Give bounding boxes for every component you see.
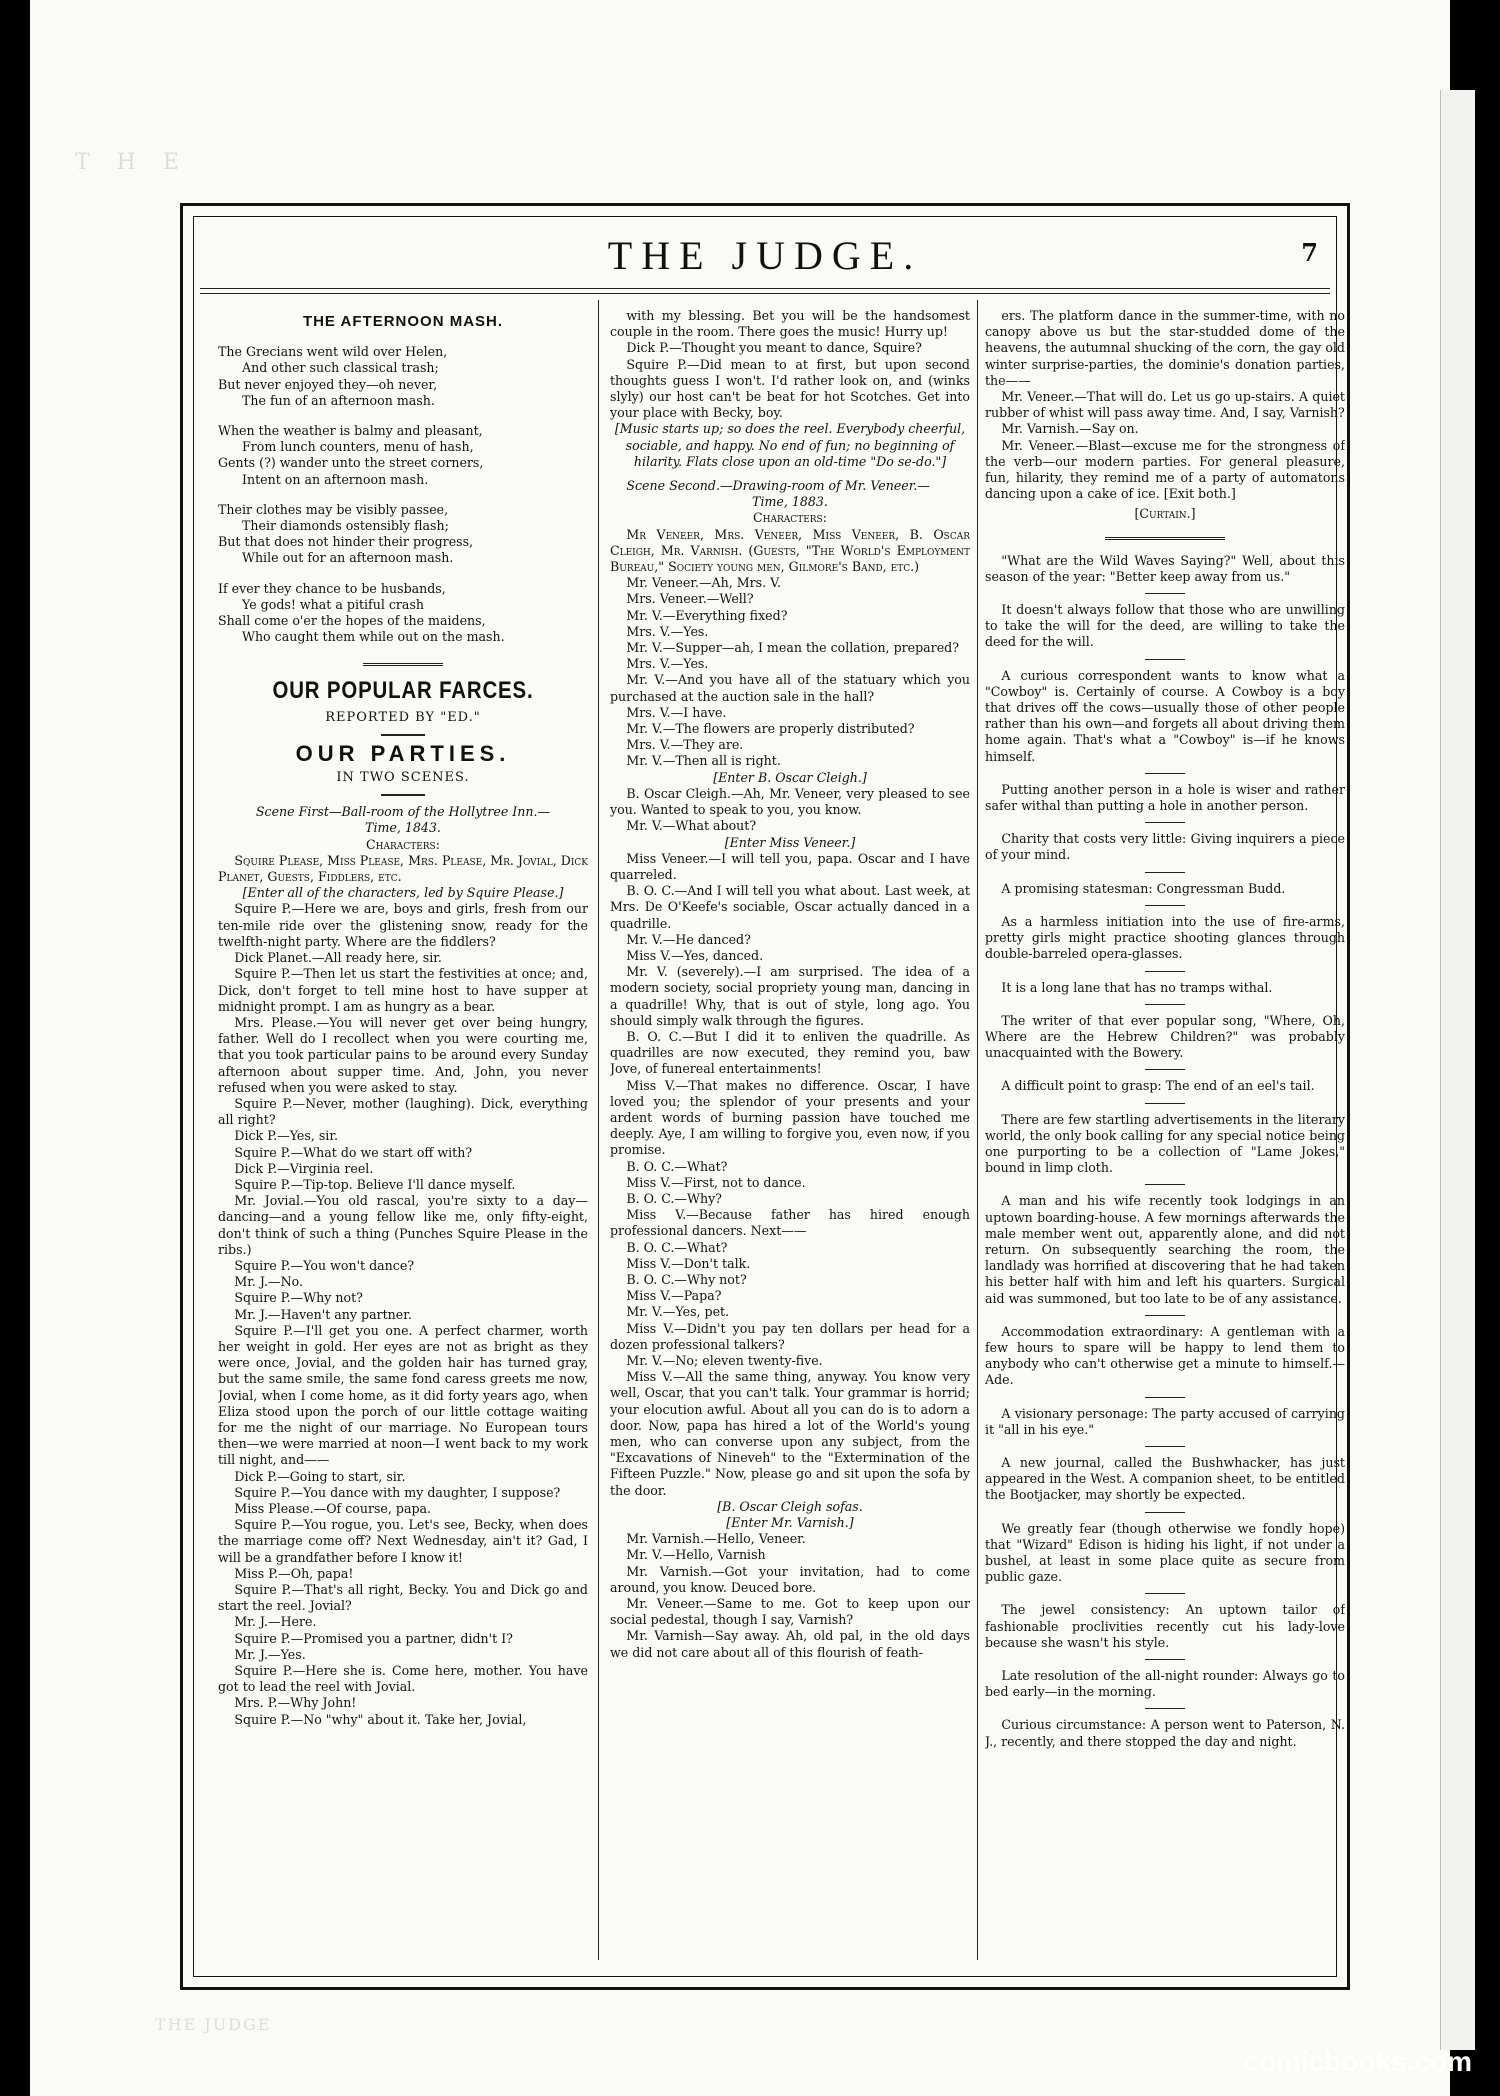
dialogue-line: Squire P.—Why not? xyxy=(234,1290,363,1306)
poem-line: The fun of an afternoon mash. xyxy=(242,392,435,408)
poem-stanza xyxy=(218,502,588,567)
squib-paragraph: The jewel consistency: An uptown tailor of fashionable proclivities recently cut his lady-love because she wasn't his style. xyxy=(985,1602,1345,1650)
dialogue-line: Mr. V.—Then all is right. xyxy=(626,753,781,769)
poem-line: And other such classical trash; xyxy=(242,360,439,376)
farce-byline: REPORTED BY "ED." xyxy=(325,709,481,725)
squib-paragraph: A visionary personage: The party accused of carrying it "all in his eye." xyxy=(985,1405,1345,1437)
dialogue-line: Dick Planet.—All ready here, sir. xyxy=(234,950,442,966)
dialogue-line: Squire P.—What do we start off with? xyxy=(234,1144,473,1160)
paragraph-divider xyxy=(1145,1446,1185,1447)
poem-line: Ye gods! what a pitiful crash xyxy=(242,596,425,612)
column-divider-2 xyxy=(977,300,978,1960)
paragraph-divider xyxy=(1145,872,1185,873)
farce-title: OUR PARTIES. xyxy=(295,740,511,766)
squib-paragraph: The writer of that ever popular song, "Where, Oh, Where are the Hebrew Children?" was probably unacquainted with the Bowery. xyxy=(985,1012,1345,1061)
dialogue-line: Dick P.—Thought you meant to dance, Squire? xyxy=(626,340,922,356)
dialogue-line: Squire P.—Here she is. Come here, mother. You have got to lead the reel with Jovial. xyxy=(218,1663,588,1695)
dialogue-line: Squire P.—No "why" about it. Take her, Jovial, xyxy=(234,1711,527,1727)
squib-paragraph: Late resolution of the all-night rounder: Always go to bed early—in the morning. xyxy=(985,1668,1345,1700)
dialogue-line: Mr. J.—No. xyxy=(234,1274,303,1290)
dialogue-line: Miss V.—That makes no difference. Oscar, I have loved you; the splendor of your presents and your ardent words of burning passion have touched me deeply. Aye, I am willing to forgive you, even now, if you promise. xyxy=(610,1077,970,1158)
paragraph-divider xyxy=(1145,773,1185,774)
poem-line: While out for an afternoon mash. xyxy=(242,550,454,566)
dialogue-block xyxy=(610,308,970,470)
squib-paragraph: A difficult point to grasp: The end of an eel's tail. xyxy=(1001,1078,1315,1094)
squib-paragraph: A new journal, called the Bushwhacker, has just appeared in the West. A companion sheet, to be entitled the Bootjacker, may shortly be expected. xyxy=(985,1454,1345,1503)
dialogue-line: Mr. V.—Supper—ah, I mean the collation, prepared? xyxy=(626,640,959,656)
dialogue-line: Dick P.—Virginia reel. xyxy=(234,1160,374,1176)
dialogue-line: Mr. Veneer.—Blast—excuse me for the strongness of the verb—our modern parties. For general pleasure, fun, hilarity, they remind me of a party of automatons dancing upon a cake of ice. [Exit both.] xyxy=(985,437,1345,502)
paragraph-divider xyxy=(1145,1512,1185,1513)
dialogue-line: Squire P.—Promised you a partner, didn't I? xyxy=(234,1630,513,1646)
short-rule xyxy=(381,794,425,796)
dialogue-line: Mr. Veneer.—Ah, Mrs. V. xyxy=(626,575,782,591)
squib-paragraph: A curious correspondent wants to know what a "Cowboy" is. Certainly of course. A Cowboy is a boy that drives off the cows—usually those of other people rather than his own—and forgets all about driving them home again. That's what a "Cowboy" is—if he knows himself. xyxy=(985,667,1345,764)
masthead-rule xyxy=(200,288,1330,294)
poem-line: Who caught them while out on the mash. xyxy=(242,629,505,645)
dialogue-line: Mr. V.—He danced? xyxy=(626,931,751,947)
paragraph-divider xyxy=(1145,1708,1185,1709)
section-divider xyxy=(1105,537,1225,543)
dialogue-line: Mr. V.—What about? xyxy=(626,818,757,834)
section-divider xyxy=(363,663,443,669)
dialogue-line: Mr. Varnish.—Hello, Veneer. xyxy=(626,1531,806,1547)
dialogue-line: Mr. V.—Hello, Varnish xyxy=(626,1547,766,1563)
poem-line: When the weather is balmy and pleasant, xyxy=(218,423,483,439)
farce-heading: OUR POPULAR FARCES. xyxy=(272,677,534,705)
masthead xyxy=(200,228,1330,288)
stage-direction: [Music starts up; so does the reel. Everybody cheerful, sociable, and happy. No end of fun; no beginning of hilarity. Flats close upon an old-time "Do se-do."] xyxy=(614,421,966,469)
dialogue-line: Squire P.—You dance with my daughter, I suppose? xyxy=(234,1484,561,1500)
poem-line: But never enjoyed they—oh never, xyxy=(218,376,438,392)
masthead-title: THE JUDGE. xyxy=(607,233,923,278)
characters-list: Squire Please, Miss Please, Mrs. Please, Mr. Jovial, Dick Planet, Guests, Fiddlers, etc. xyxy=(218,852,588,885)
squib-paragraph: "What are the Wild Waves Saying?" Well, about this season of the year: "Better keep away from us." xyxy=(985,552,1345,584)
stage-direction: [B. Oscar Cleigh sofas. xyxy=(717,1498,863,1514)
dialogue-block xyxy=(610,575,970,1661)
characters-label: Characters: xyxy=(753,510,827,526)
dialogue-line: Mr. V. (severely).—I am surprised. The idea of a modern society, social propriety young man, dancing in a quadrille! Why, that is out of style, long ago. You should simply walk through the figures. xyxy=(610,964,970,1028)
dialogue-line: Mr. V.—The flowers are properly distributed? xyxy=(626,721,915,737)
poem-title: THE AFTERNOON MASH. xyxy=(302,313,504,330)
squib-paragraph: It is a long lane that has no tramps withal. xyxy=(1001,979,1273,995)
bleed-through-text-top: T H E xyxy=(75,150,189,175)
scene-one-time: Time, 1843. xyxy=(365,820,441,836)
adjacent-page-edge xyxy=(1440,90,1475,2050)
scene-two-heading: Scene Second.—Drawing-room of Mr. Veneer.— xyxy=(626,478,930,494)
dialogue-line: Squire P.—Never, mother (laughing). Dick, everything all right? xyxy=(218,1095,588,1128)
dialogue-line: B. O. C.—Why? xyxy=(626,1190,722,1206)
dialogue-line: Mrs. Veneer.—Well? xyxy=(626,591,754,607)
dialogue-line: Mr. Veneer.—That will do. Let us go up-stairs. A quiet rubber of whist will pass away time. And, I say, Varnish? xyxy=(985,389,1345,421)
poem-line: Gents (?) wander unto the street corners, xyxy=(218,455,484,471)
squib-paragraph: We greatly fear (though otherwise we fondly hope) that "Wizard" Edison is hiding his light, if not under a bushel, at least in some place quite as secure from public gaze. xyxy=(985,1520,1345,1585)
stage-direction: [Enter all of the characters, led by Squire Please.] xyxy=(242,885,564,901)
dialogue-line: Squire P.—That's all right, Becky. You and Dick go and start the reel. Jovial? xyxy=(218,1582,588,1614)
dialogue-line: Mr. J.—Here. xyxy=(234,1614,317,1630)
dialogue-line: Miss V.—All the same thing, anyway. You know very well, Oscar, that you can't talk. Your grammar is horrid; your elocution awful. About all you can do is to adorn a door. Now, papa has hired a lot of the World's young men, who can converse upon any subject, from the "Excavations of Nineveh" to the "Extermination of the Fifteen Puzzle." Now, please go and sit upon the sofa by the door. xyxy=(610,1369,970,1498)
paragraph-divider xyxy=(1145,1069,1185,1070)
dialogue-line: Mr. J.—Haven't any partner. xyxy=(234,1306,412,1322)
paragraph-divider xyxy=(1145,905,1185,906)
stage-direction: [Enter Mr. Varnish.] xyxy=(726,1515,854,1531)
dialogue-line: Mr. Jovial.—You old rascal, you're sixty to a day—dancing—and a young fellow like me, only fifty-eight, don't think of such a thing (Punches Squire Please in the ribs.) xyxy=(218,1193,588,1257)
dialogue-line: Squire P.—You won't dance? xyxy=(234,1257,415,1273)
poem-line: The Grecians went wild over Helen, xyxy=(218,344,448,360)
dialogue-line: Squire P.—Then let us start the festivities at once; and, Dick, don't forget to tell mine host to have supper at midnight prompt. I am as hungry as a bear. xyxy=(218,966,588,1014)
dialogue-line: Miss V.—Yes, danced. xyxy=(626,947,764,963)
squib-paragraph: Putting another person in a hole is wiser and rather safer withal than putting a hole in another person. xyxy=(985,781,1345,814)
paragraph-divider xyxy=(1145,1315,1185,1316)
dialogue-block xyxy=(985,308,1345,502)
dialogue-line: B. O. C.—What? xyxy=(626,1239,728,1255)
poem-line: Their diamonds ostensibly flash; xyxy=(242,518,449,534)
dialogue-line: with my blessing. Bet you will be the handsomest couple in the room. There goes the music! Hurry up! xyxy=(610,308,970,340)
squib-paragraph: Curious circumstance: A person went to Paterson, N. J., recently, and there stopped the day and night. xyxy=(985,1717,1345,1749)
dialogue-line: Mr. Varnish—Say away. Ah, old pal, in the old days we did not care about all of this flourish of feath- xyxy=(610,1628,970,1660)
dialogue-line: Mrs. V.—I have. xyxy=(626,704,727,720)
dialogue-line: Squire P.—Tip-top. Believe I'll dance myself. xyxy=(234,1176,516,1192)
dialogue-line: Squire P.—Did mean to at first, but upon second thoughts guess I won't. I'd rather look on, and (winks slyly) our host can't be beat for hot Scotches. Get into your place with Becky, boy. xyxy=(610,356,970,421)
dialogue-line: ers. The platform dance in the summer-time, with no canopy above us but the star-studded dome of the heavens, the autumnal shucking of the corn, the gay old winter surprise-parties, the dominie's donation parties, the—— xyxy=(985,308,1345,388)
stage-direction: [Enter Miss Veneer.] xyxy=(724,834,856,850)
squib-paragraph: As a harmless initiation into the use of fire-arms, pretty girls might practice shooting glances through double-barreled opera-glasses. xyxy=(985,913,1345,962)
dialogue-line: Mrs. V.—They are. xyxy=(626,737,744,753)
paragraph-divider xyxy=(1145,1397,1185,1398)
dialogue-line: Mr. V.—And you have all of the statuary which you purchased at the auction sale in the hall? xyxy=(610,672,970,704)
dialogue-line: Miss P.—Oh, papa! xyxy=(234,1565,354,1581)
dialogue-line: B. O. C.—But I did it to enliven the quadrille. As quadrilles are now executed, they remind you, baw Jove, of funereal entertainments! xyxy=(610,1028,970,1077)
poem-line: Intent on an afternoon mash. xyxy=(242,471,429,487)
scene-two-time: Time, 1883. xyxy=(752,494,828,510)
squib-paragraph: There are few startling advertisements in the literary world, the only book calling for any special notice being one purporting to be a collection of "Lame Jokes," bound in limp cloth. xyxy=(985,1111,1345,1176)
dialogue-line: Squire P.—You rogue, you. Let's see, Becky, when does the marriage come off? Next Wednesday, ain't it? Gad, I will be a grandfather before I know it! xyxy=(218,1517,588,1565)
paragraph-list xyxy=(985,553,1345,1750)
paragraph-divider xyxy=(1145,1004,1185,1005)
dialogue-line: B. O. C.—And I will tell you what about. Last week, at Mrs. De O'Keefe's sociable, Oscar actually danced in a quadrille. xyxy=(610,883,970,931)
poem-line: From lunch counters, menu of hash, xyxy=(242,439,474,455)
watermark-logo: comicbooks.com xyxy=(1243,2046,1472,2077)
characters-label: Characters: xyxy=(366,836,440,852)
squib-paragraph: A promising statesman: Congressman Budd. xyxy=(1001,880,1286,896)
poem-stanza xyxy=(218,423,588,488)
dialogue-line: Mr. V.—No; eleven twenty-five. xyxy=(626,1353,823,1368)
scene-one-heading: Scene First—Ball-room of the Hollytree Inn.— xyxy=(255,804,551,820)
paragraph-divider xyxy=(1145,1184,1185,1185)
short-rule xyxy=(381,734,425,736)
paragraph-divider xyxy=(1145,659,1185,660)
squib-paragraph: Charity that costs very little: Giving inquirers a piece of your mind. xyxy=(985,831,1345,863)
column-2 xyxy=(610,308,970,1968)
dialogue-line: Mr. Veneer.—Same to me. Got to keep upon our social pedestal, though I say, Varnish? xyxy=(610,1596,970,1628)
paragraph-divider xyxy=(1145,971,1185,972)
dialogue-line: Miss V.—Because father has hired enough professional dancers. Next—— xyxy=(610,1207,970,1239)
poem-line: But that does not hinder their progress, xyxy=(218,534,474,550)
column-divider-1 xyxy=(598,300,599,1960)
bleed-through-text-bottom: THE JUDGE xyxy=(155,2015,272,2034)
curtain-note: [Curtain.] xyxy=(1134,506,1196,522)
poem-body xyxy=(218,344,588,645)
dialogue-line: Mrs. V.—Yes. xyxy=(626,656,709,672)
paragraph-divider xyxy=(1145,822,1185,823)
dialogue-line: Squire P.—I'll get you one. A perfect charmer, worth her weight in gold. Her eyes are not as bright as they were once, Jovial, and the golden hair has turned gray, but the same smile, the same fond caress greets me now, Jovial, when I come home, as it did forty years ago, when Eliza stood upon the porch of our little cottage waiting for me the night of our marriage. No European tours then—we were married at noon—I went back to my work till night, and—— xyxy=(218,1322,588,1468)
poem-line: If ever they chance to be husbands, xyxy=(218,580,446,596)
paragraph-divider xyxy=(1145,1593,1185,1594)
dialogue-line: Mrs. P.—Why John! xyxy=(234,1695,357,1711)
dialogue-line: B. O. C.—Why not? xyxy=(626,1271,747,1287)
dialogue-line: Mr. V.—Yes, pet. xyxy=(626,1304,730,1320)
squib-paragraph: It doesn't always follow that those who are unwilling to take the will for the deed, are willing to take the deed for the will. xyxy=(985,602,1345,650)
dialogue-line: Mrs. Please.—You will never get over being hungry, father. Well do I recollect when you were courting me, that you took particular pains to be around every Sunday afternoon about supper time. And, John, you never refused when you were asked to stay. xyxy=(218,1014,588,1095)
dialogue-line: Miss V.—Didn't you pay ten dollars per head for a dozen professional talkers? xyxy=(610,1320,970,1352)
dialogue-line: Miss V.—Papa? xyxy=(626,1288,722,1304)
poem-line: Their clothes may be visibly passee, xyxy=(218,501,449,517)
paragraph-divider xyxy=(1145,1103,1185,1104)
dialogue-line: B. Oscar Cleigh.—Ah, Mr. Veneer, very pleased to see you. Wanted to speak to you, you know. xyxy=(610,785,970,818)
dialogue-line: Miss V.—Don't talk. xyxy=(626,1255,751,1271)
dialogue-line: Mr. Varnish.—Got your invitation, had to come around, you know. Deuced bore. xyxy=(610,1563,970,1595)
paragraph-divider xyxy=(1145,593,1185,594)
dialogue-line: Mr. Varnish.—Say on. xyxy=(1001,421,1139,437)
dialogue-line: Mr. V.—Everything fixed? xyxy=(626,607,788,623)
page-number: 7 xyxy=(1301,238,1318,267)
dialogue-line: Miss Veneer.—I will tell you, papa. Oscar and I have quarreled. xyxy=(610,850,970,882)
poem-stanza xyxy=(218,581,588,646)
column-3 xyxy=(985,308,1345,1968)
poem-stanza xyxy=(218,344,588,409)
squib-paragraph: Accommodation extraordinary: A gentleman with a few hours to spare will be happy to lend them to anybody who can't otherwise get a minute to himself.—Ade. xyxy=(985,1323,1345,1388)
dialogue-line: Squire P.—Here we are, boys and girls, fresh from our ten-mile ride over the glistening snow, ready for the twelfth-night party. Where are the fiddlers? xyxy=(218,901,588,949)
stage-direction: [Enter B. Oscar Cleigh.] xyxy=(713,769,867,785)
poem-line: Shall come o'er the hopes of the maidens, xyxy=(218,613,486,629)
paragraph-divider xyxy=(1145,1659,1185,1660)
characters-list: Mr Veneer, Mrs. Veneer, Miss Veneer, B. Oscar Cleigh, Mr. Varnish. (Guests, "The World's Employment Bureau," Society young men, Gilmore's Band, etc.) xyxy=(610,526,970,575)
dialogue-line: B. O. C.—What? xyxy=(626,1158,728,1174)
dialogue-line: Dick P.—Going to start, sir. xyxy=(234,1468,406,1484)
column-1 xyxy=(218,308,588,1968)
scenes-note: IN TWO SCENES. xyxy=(336,770,470,786)
dialogue-line: Miss V.—First, not to dance. xyxy=(626,1174,806,1190)
dialogue-line: Mrs. V.—Yes. xyxy=(626,623,709,639)
dialogue-line: Miss Please.—Of course, papa. xyxy=(234,1501,432,1516)
dialogue-line: Mr. J.—Yes. xyxy=(234,1646,306,1662)
dialogue-block xyxy=(218,885,588,1728)
squib-paragraph: A man and his wife recently took lodgings in an uptown boarding-house. A few mornings afterwards the male member went out, apparently alone, and did not return. On subsequently searching the room, the landlady was horrified at discovering that he had taken his better half with him and left his quarters. Surgical aid was summoned, but too late to be of any assistance. xyxy=(985,1193,1345,1306)
dialogue-line: Dick P.—Yes, sir. xyxy=(234,1128,338,1144)
